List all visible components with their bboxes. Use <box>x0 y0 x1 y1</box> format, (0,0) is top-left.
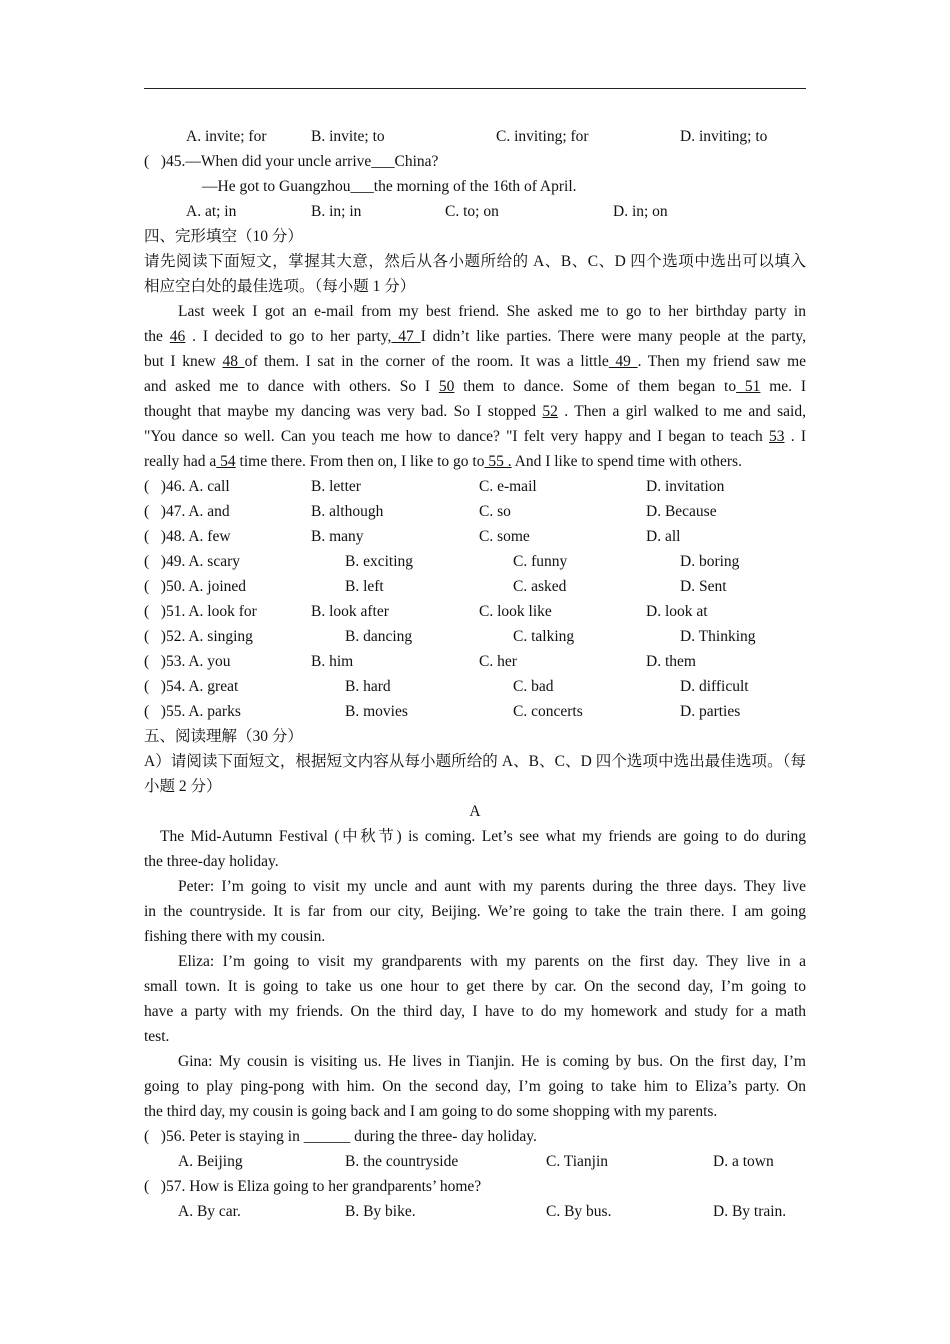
peter-line-2: in the countryside. It is far from our city, Beijing. We’re going to take the train there. I am going <box>144 903 806 920</box>
cloze-question-row <box>144 599 806 624</box>
option-c: C. funny <box>513 553 568 570</box>
option-d: D. boring <box>680 553 740 570</box>
q45-option-a: A. at; in <box>186 203 237 220</box>
intro-line-2: the three-day holiday. <box>144 853 279 870</box>
cloze-question-row <box>144 474 806 499</box>
q44-option-d: D. inviting; to <box>680 128 768 145</box>
blank-55: 55 . <box>484 453 512 470</box>
cloze-line-7: really had a 54 time there. From then on, I like to go to 55 . And I like to spend time with others. <box>144 453 742 470</box>
question-number-and-option-a: ( )55. A. parks <box>144 703 241 720</box>
q44-options <box>144 124 806 149</box>
intro-line-1: The Mid-Autumn Festival (中秋节) is coming. Let’s see what my friends are going to do during <box>160 828 806 845</box>
q57-stem: ( )57. How is Eliza going to her grandparents’ home? <box>144 1178 482 1195</box>
section4-instructions-2: 相应空白处的最佳选项。（每小题 1 分） <box>144 278 416 295</box>
gina-line-2: going to play ping-pong with him. On the second day, I’m going to take him to Eliza’s party. On <box>144 1078 806 1095</box>
eliza-line-3: have a party with my friends. On the third day, I have to do my homework and study for a math <box>144 1003 806 1020</box>
cloze-line-2: the 46 . I decided to go to her party, 47 I didn’t like parties. There were many people at the party, <box>144 328 807 345</box>
blank-50: 50 <box>438 378 455 395</box>
blank-52: 52 <box>542 403 558 420</box>
option-c: C. look like <box>479 603 552 620</box>
option-b: B. left <box>345 578 384 595</box>
gina-line-1: Gina: My cousin is visiting us. He lives in Tianjin. He is coming by bus. On the first day, I’m <box>178 1053 806 1070</box>
exam-content <box>144 124 806 1224</box>
cloze-line-1: Last week I got an e-mail from my best friend. She asked me to go to her birthday party in <box>178 303 806 320</box>
q56-option-c: C. Tianjin <box>546 1153 609 1170</box>
option-d: D. all <box>646 528 681 545</box>
q57-options <box>144 1199 806 1224</box>
cloze-question-row <box>144 524 806 549</box>
option-d: D. Because <box>646 503 717 520</box>
q56-option-d: D. a town <box>713 1153 774 1170</box>
option-c: C. talking <box>513 628 575 645</box>
q45-option-c: C. to; on <box>445 203 499 220</box>
cloze-line-3: but I knew 48 of them. I sat in the corner of the room. It was a little 49 . Then my friend saw me <box>144 353 807 370</box>
blank-53: 53 <box>769 428 785 445</box>
passage-label: A <box>469 803 481 820</box>
cloze-line-4: and asked me to dance with others. So I 50 them to dance. Some of them began to 51 me. I <box>144 378 806 395</box>
option-b: B. him <box>311 653 354 670</box>
option-c: C. bad <box>513 678 554 695</box>
option-b: B. movies <box>345 703 408 720</box>
q44-option-b: B. invite; to <box>311 128 385 145</box>
header-rule <box>144 88 806 89</box>
cloze-question-row <box>144 674 806 699</box>
cloze-line-5: thought that maybe my dancing was very bad. So I stopped 52 . Then a girl walked to me and said, <box>144 403 806 420</box>
option-c: C. her <box>479 653 517 670</box>
q44-option-c: C. inviting; for <box>496 128 589 145</box>
option-d: D. look at <box>646 603 708 620</box>
section5-instructions-1: A）请阅读下面短文，根据短文内容从每小题所给的 A、B、C、D 四个选项中选出最佳选项。（每 <box>144 753 806 770</box>
option-b: B. dancing <box>345 628 413 645</box>
blank-54: 54 <box>216 453 236 470</box>
reading-passage <box>144 824 806 1124</box>
section4-title: 四、完形填空（10 分） <box>144 228 303 245</box>
q56-stem: ( )56. Peter is staying in ______ during the three- day holiday. <box>144 1128 537 1145</box>
cloze-question-row <box>144 624 806 649</box>
q45-answer: —He got to Guangzhou___the morning of the 16th of April. <box>202 178 577 195</box>
option-b: B. letter <box>311 478 361 495</box>
option-b: B. hard <box>345 678 391 695</box>
q44-option-a: A. invite; for <box>186 128 267 145</box>
gina-line-3: the third day, my cousin is going back and I am going to do some shopping with my parents. <box>144 1103 718 1120</box>
cloze-question-row <box>144 499 806 524</box>
blank-48: 48 <box>222 353 245 370</box>
option-d: D. difficult <box>680 678 749 695</box>
peter-line-3: fishing there with my cousin. <box>144 928 326 945</box>
blank-46: 46 <box>169 328 186 345</box>
option-c: C. concerts <box>513 703 583 720</box>
question-number-and-option-a: ( )54. A. great <box>144 678 239 695</box>
option-d: D. Thinking <box>680 628 756 645</box>
question-number-and-option-a: ( )48. A. few <box>144 528 231 545</box>
eliza-line-1: Eliza: I’m going to visit my grandparents with my parents on the first day. They live in a <box>178 953 806 970</box>
question-number-and-option-a: ( )49. A. scary <box>144 553 240 570</box>
q56-option-a: A. Beijing <box>178 1153 243 1170</box>
peter-line-1: Peter: I’m going to visit my uncle and aunt with my parents during the three days. They live <box>178 878 806 895</box>
q45-blank-2: ___ <box>350 178 374 195</box>
q57-option-a: A. By car. <box>178 1203 241 1220</box>
question-number-and-option-a: ( )52. A. singing <box>144 628 253 645</box>
option-c: C. some <box>479 528 530 545</box>
q45-options <box>144 199 806 224</box>
option-d: D. Sent <box>680 578 727 595</box>
q45-option-d: D. in; on <box>613 203 668 220</box>
q45-stem: ( )45.—When did your uncle arrive___China? <box>144 153 439 170</box>
cloze-line-6: "You dance so well. Can you teach me how to dance? "I felt very happy and I began to teach 53 . I <box>144 428 806 445</box>
q57-option-d: D. By train. <box>713 1203 787 1220</box>
cloze-question-row <box>144 549 806 574</box>
q56-options <box>144 1149 806 1174</box>
option-d: D. parties <box>680 703 741 720</box>
option-b: B. although <box>311 503 384 520</box>
option-b: B. many <box>311 528 364 545</box>
option-d: D. them <box>646 653 696 670</box>
question-number-and-option-a: ( )51. A. look for <box>144 603 257 620</box>
q57-option-b: B. By bike. <box>345 1203 416 1220</box>
cloze-passage <box>144 299 806 474</box>
cloze-question-row <box>144 699 806 724</box>
q45-blank-1: ___ <box>371 153 395 170</box>
blank-49: 49 <box>608 353 638 370</box>
question-number-and-option-a: ( )46. A. call <box>144 478 230 495</box>
question-number-and-option-a: ( )53. A. you <box>144 653 231 670</box>
question-number-and-option-a: ( )50. A. joined <box>144 578 247 595</box>
q56-option-b: B. the countryside <box>345 1153 459 1170</box>
eliza-line-2: small town. It is going to take us one hour to get there by car. On the second day, I’m going to <box>144 978 806 995</box>
cloze-question-row <box>144 574 806 599</box>
option-c: C. asked <box>513 578 567 595</box>
option-b: B. look after <box>311 603 389 620</box>
section5-instructions-2: 小题 2 分） <box>144 778 222 795</box>
option-d: D. invitation <box>646 478 725 495</box>
cloze-questions <box>144 474 806 724</box>
option-c: C. so <box>479 503 511 520</box>
q57-option-c: C. By bus. <box>546 1203 612 1220</box>
blank-51: 51 <box>736 378 761 395</box>
cloze-question-row <box>144 649 806 674</box>
question-number-and-option-a: ( )47. A. and <box>144 503 230 520</box>
eliza-line-4: test. <box>144 1028 170 1045</box>
section4-instructions-1: 请先阅读下面短文，掌握其大意，然后从各小题所给的 A、B、C、D 四个选项中选出可以填入 <box>144 253 806 270</box>
q45-option-b: B. in; in <box>311 203 362 220</box>
blank-47: 47 <box>391 328 421 345</box>
option-c: C. e-mail <box>479 478 537 495</box>
section5-title: 五、阅读理解（30 分） <box>144 728 303 745</box>
option-b: B. exciting <box>345 553 414 570</box>
